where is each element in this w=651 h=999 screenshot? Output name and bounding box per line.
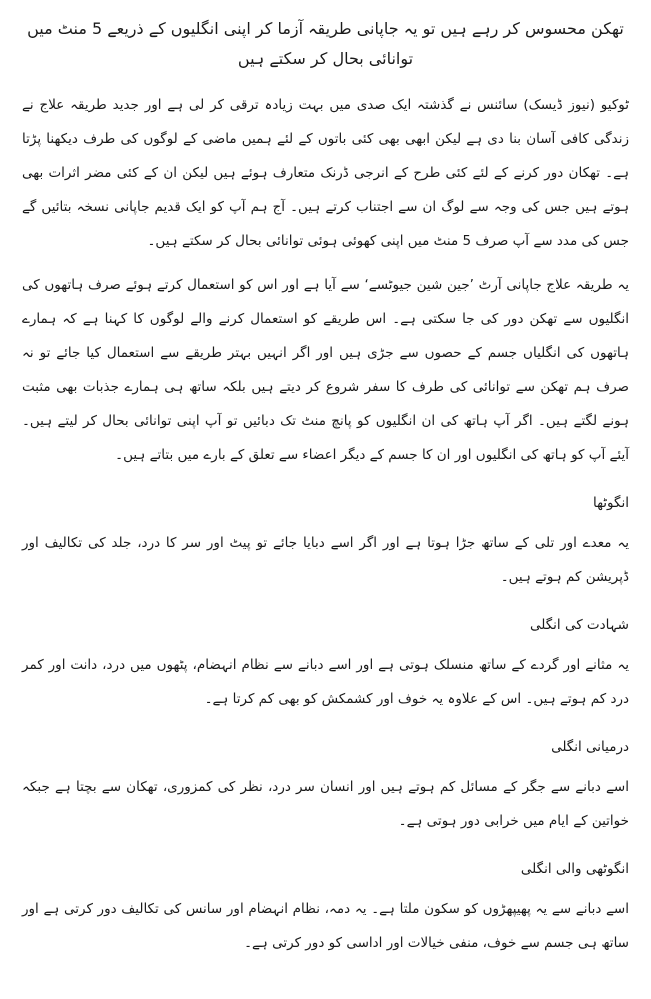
section-heading-index-finger: شہادت کی انگلی xyxy=(529,617,629,633)
section-body-thumb: یہ معدے اور تلی کے ساتھ جڑا ہوتا ہے اور اگر اسے دبایا جائے تو پیٹ اور سر کا درد، جلد کی تکالیف اور ڈپریشن کم ہوتے ہیں۔ xyxy=(22,535,629,585)
section-body-index-finger: یہ مثانے اور گردے کے ساتھ منسلک ہوتی ہے اور اسے دبانے سے نظام انہضام، پٹھوں میں درد، دانت اور کمر درد کم ہوتے ہیں۔ اس کے علاوہ یہ خوف اور کشمکش کو بھی کم کرتا ہے۔ xyxy=(22,657,629,707)
section-body-middle-finger: اسے دبانے سے جگر کے مسائل کم ہوتے ہیں اور انسان سر درد، نظر کی کمزوری، تھکان سے بچتا ہے جبکہ خواتین کے ایام میں خرابی دور ہوتی ہے۔ xyxy=(22,779,629,829)
section-heading-ring-finger: انگوٹھی والی انگلی xyxy=(520,861,629,877)
article-title: تھکن محسوس کر رہے ہیں تو یہ جاپانی طریقہ آزما کر اپنی انگلیوں کے ذریعے 5 منٹ میں توانائی بحال کر سکتے ہیں xyxy=(27,19,624,68)
section-heading-middle-finger: درمیانی انگلی xyxy=(551,739,629,755)
intro-paragraph: ٹوکیو (نیوز ڈیسک) سائنس نے گذشتہ ایک صدی میں بہت زیادہ ترقی کر لی ہے اور جدید طریقہ علاج نے زندگی کافی آسان بنا دی ہے لیکن ابھی بھی کئی باتوں کے لئے ہمیں ماضی کے لوگوں کی طرف دیکھنا پڑتا ہے۔ تھکان دور کرنے کے لئے کئی طرح کے انرجی ڈرنک متعارف ہوئے ہیں لیکن ان کے کئی مضر اثرات بھی ہوتے ہیں جس کی وجہ سے لوگ ان سے اجتناب کرتے ہیں۔ آج ہم آپ کو ایک قدیم جاپانی نسخہ بتائیں گے جس کی مدد سے آپ صرف 5 منٹ میں اپنی کھوئی ہوئی توانائی بحال کر سکتے ہیں۔ xyxy=(22,97,629,249)
section-heading-thumb: انگوٹھا xyxy=(592,495,629,511)
section-body-ring-finger: اسے دبانے سے یہ پھیپھڑوں کو سکون ملتا ہے۔ یہ دمہ، نظام انہضام اور سانس کی تکالیف دور کرتی ہے اور ساتھ ہی جسم سے خوف، منفی خیالات اور اداسی کو دور کرتی ہے۔ xyxy=(22,901,629,951)
method-paragraph: یہ طریقہ علاج جاپانی آرٹ ’جین شین جیوٹسے‘ سے آیا ہے اور اس کو استعمال کرتے ہوئے صرف ہاتھوں کی انگلیوں سے تھکن دور کی جا سکتی ہے۔ اس طریقے کو استعمال کرنے والے لوگوں کا کہنا ہے کہ ہمارے ہاتھوں کی انگلیاں جسم کے حصوں سے جڑی ہیں اور اگر انہیں بہتر طریقے سے استعمال کیا جائے تو نہ صرف ہم تھکن سے توانائی کی طرف کا سفر شروع کر دیتے ہیں بلکہ ساتھ ہی ہمارے جذبات بھی مثبت ہونے لگتے ہیں۔ اگر آپ ہاتھ کی ان انگلیوں کو پانچ منٹ تک دبائیں تو آپ اپنی توانائی بحال کر لیتے ہیں۔ آیئے آپ کو ہاتھ کی انگلیوں اور ان کا جسم کے دیگر اعضاء سے تعلق کے بارے میں بتاتے ہیں۔ xyxy=(22,277,629,463)
